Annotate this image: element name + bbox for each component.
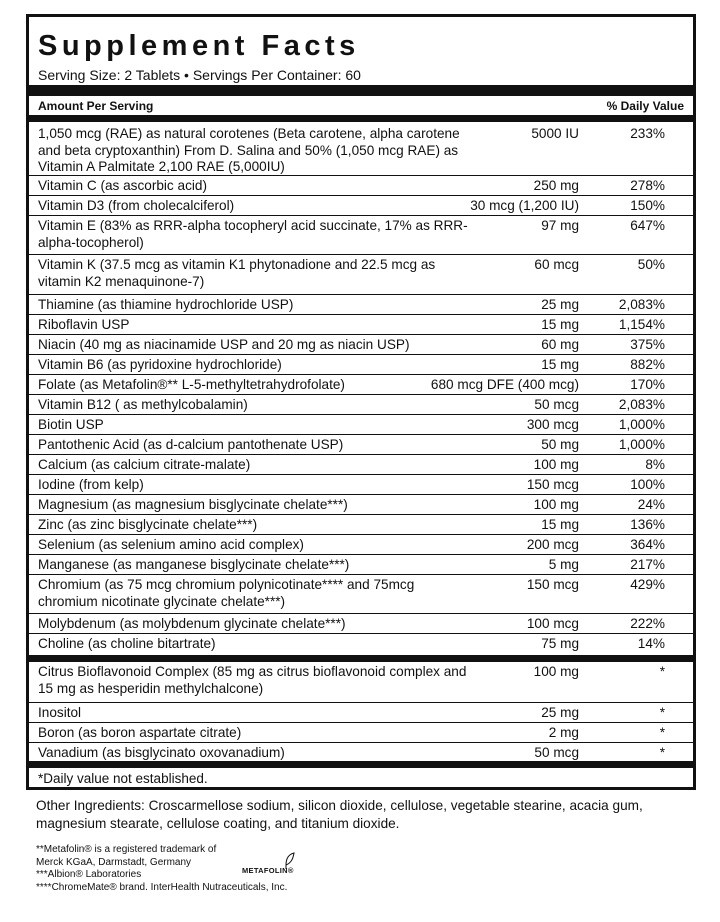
nutrient-row — [29, 474, 693, 495]
nutrient-daily-value: * — [659, 725, 665, 740]
bottom-thick-bar — [29, 761, 693, 768]
nutrient-row — [29, 742, 693, 762]
nutrient-amount: 60 mg — [541, 337, 579, 352]
nutrient-row — [29, 124, 693, 175]
nutrient-name: Pantothenic Acid (as d-calcium pantothenate USP) — [38, 437, 344, 452]
serving-info: Serving Size: 2 Tablets • Servings Per Container: 60 — [38, 67, 361, 83]
nutrient-name: Boron (as boron aspartate citrate) — [38, 725, 242, 740]
nutrient-amount: 100 mcg — [526, 616, 579, 631]
amount-per-serving-label: Amount Per Serving — [38, 99, 154, 113]
nutrient-daily-value: 100% — [630, 477, 665, 492]
nutrient-daily-value: 150% — [630, 198, 665, 213]
nutrient-amount: 100 mg — [533, 664, 579, 679]
nutrient-daily-value: 50% — [637, 257, 665, 272]
nutrient-daily-value: 170% — [630, 377, 665, 392]
nutrient-daily-value: * — [659, 664, 665, 679]
nutrient-name: Molybdenum (as molybdenum glycinate chelate***) — [38, 616, 346, 631]
nutrient-amount: 200 mcg — [526, 537, 579, 552]
nutrient-daily-value: 1,000% — [618, 437, 665, 452]
metafolin-logo-text: METAFOLIN® — [242, 866, 294, 875]
nutrient-amount: 25 mg — [541, 297, 579, 312]
nutrient-row — [29, 334, 693, 355]
nutrient-amount: 150 mcg — [526, 477, 579, 492]
nutrient-name: Riboflavin USP — [38, 317, 130, 332]
nutrient-name: Citrus Bioflavonoid Complex (85 mg as citrus bioflavonoid complex and 15 mg as hesperidin methylchalcone) — [38, 664, 467, 696]
nutrient-row — [29, 215, 693, 255]
nutrient-name: Vitamin B6 (as pyridoxine hydrochloride) — [38, 357, 282, 372]
nutrient-daily-value: 136% — [630, 517, 665, 532]
nutrient-daily-value: 429% — [630, 577, 665, 592]
nutrient-daily-value: 882% — [630, 357, 665, 372]
nutrient-amount: 300 mcg — [526, 417, 579, 432]
nutrient-row — [29, 434, 693, 455]
nutrient-amount: 60 mcg — [534, 257, 579, 272]
nutrient-amount: 100 mg — [533, 457, 579, 472]
nutrient-row — [29, 554, 693, 575]
nutrient-amount: 5000 IU — [531, 126, 579, 141]
nutrient-amount: 5 mg — [548, 557, 579, 572]
nutrient-amount: 30 mcg (1,200 IU) — [470, 198, 579, 213]
nutrient-name: Zinc (as zinc bisglycinate chelate***) — [38, 517, 258, 532]
nutrient-name: Iodine (from kelp) — [38, 477, 144, 492]
nutrient-amount: 15 mg — [541, 317, 579, 332]
trademark-line: ****ChromeMate® brand. InterHealth Nutraceuticals, Inc. — [36, 881, 288, 893]
nutrient-row — [29, 534, 693, 555]
nutrient-row — [29, 394, 693, 415]
nutrient-amount: 25 mg — [541, 705, 579, 720]
nutrient-amount: 150 mcg — [526, 577, 579, 592]
nutrient-row — [29, 613, 693, 634]
nutrient-name: Niacin (40 mg as niacinamide USP and 20 mg as niacin USP) — [38, 337, 410, 352]
nutrient-row — [29, 414, 693, 435]
nutrient-row — [29, 633, 693, 656]
nutrient-name: Chromium (as 75 mcg chromium polynicotinate**** and 75mcg chromium nicotinate glycinate chelate***) — [38, 577, 415, 609]
nutrient-name: Vitamin C (as ascorbic acid) — [38, 178, 207, 193]
footnote: *Daily value not established. — [38, 771, 208, 786]
header-bar — [29, 115, 693, 122]
nutrient-row — [29, 722, 693, 743]
daily-value-label: % Daily Value — [606, 99, 684, 113]
nutrient-row — [29, 514, 693, 535]
nutrient-row — [29, 454, 693, 475]
nutrient-name: Manganese (as manganese bisglycinate chelate***) — [38, 557, 350, 572]
nutrient-row — [29, 702, 693, 723]
nutrient-daily-value: 278% — [630, 178, 665, 193]
nutrient-daily-value: 647% — [630, 218, 665, 233]
nutrient-daily-value: 1,000% — [618, 417, 665, 432]
nutrient-daily-value: 222% — [630, 616, 665, 631]
nutrient-row — [29, 662, 693, 702]
top-thick-bar — [29, 85, 693, 96]
nutrient-name: Vitamin D3 (from cholecalciferol) — [38, 198, 235, 213]
nutrient-row — [29, 374, 693, 395]
trademark-line: Merck KGaA, Darmstadt, Germany — [36, 856, 192, 868]
nutrient-row — [29, 574, 693, 614]
nutrient-name: Selenium (as selenium amino acid complex) — [38, 537, 304, 552]
nutrient-amount: 97 mg — [541, 218, 579, 233]
nutrient-name: Magnesium (as magnesium bisglycinate chelate***) — [38, 497, 348, 512]
nutrient-row — [29, 254, 693, 295]
nutrient-row — [29, 294, 693, 315]
nutrient-amount: 50 mg — [541, 437, 579, 452]
nutrient-daily-value: 8% — [645, 457, 665, 472]
nutrient-name: Vitamin E (83% as RRR-alpha tocopheryl acid succinate, 17% as RRR-alpha-tocopherol) — [38, 218, 468, 250]
nutrient-amount: 250 mg — [533, 178, 579, 193]
nutrient-row — [29, 314, 693, 335]
supplement-facts-panel — [26, 14, 696, 790]
nutrient-daily-value: 375% — [630, 337, 665, 352]
nutrient-name: Folate (as Metafolin®** L-5-methyltetrahydrofolate) — [38, 377, 345, 392]
nutrient-row — [29, 494, 693, 515]
nutrient-amount: 50 mcg — [534, 397, 579, 412]
nutrient-daily-value: * — [659, 745, 665, 760]
metafolin-logo — [242, 851, 296, 875]
nutrient-daily-value: 1,154% — [618, 317, 665, 332]
panel-title: Supplement Facts — [38, 30, 360, 62]
nutrient-daily-value: 364% — [630, 537, 665, 552]
nutrient-row — [29, 354, 693, 375]
nutrient-name: Choline (as choline bitartrate) — [38, 636, 216, 651]
nutrient-daily-value: 233% — [630, 126, 665, 141]
nutrient-amount: 50 mcg — [534, 745, 579, 760]
nutrient-daily-value: 217% — [630, 557, 665, 572]
nutrient-row — [29, 195, 693, 216]
nutrient-amount: 15 mg — [541, 517, 579, 532]
mid-thick-bar — [29, 655, 693, 662]
trademark-line: ***Albion® Laboratories — [36, 869, 142, 881]
trademark-line: **Metafolin® is a registered trademark of — [36, 844, 217, 855]
nutrient-amount: 680 mcg DFE (400 mcg) — [430, 377, 579, 392]
nutrient-row — [29, 175, 693, 196]
nutrient-name: Biotin USP — [38, 417, 104, 432]
nutrient-daily-value: 24% — [637, 497, 665, 512]
nutrient-amount: 15 mg — [541, 357, 579, 372]
column-header — [38, 97, 684, 115]
nutrient-amount: 100 mg — [533, 497, 579, 512]
nutrient-amount: 2 mg — [548, 725, 579, 740]
nutrient-daily-value: 14% — [637, 636, 665, 651]
nutrient-name: Vitamin K (37.5 mcg as vitamin K1 phytonadione and 22.5 mcg as vitamin K2 menaquinone-7) — [38, 257, 436, 289]
nutrient-name: Inositol — [38, 705, 82, 720]
nutrient-name: Vanadium (as bisglycinato oxovanadium) — [38, 745, 285, 760]
nutrient-name: Vitamin B12 ( as methylcobalamin) — [38, 397, 248, 412]
nutrient-name: Thiamine (as thiamine hydrochloride USP) — [38, 297, 294, 312]
nutrient-amount: 75 mg — [541, 636, 579, 651]
nutrient-name: Calcium (as calcium citrate-malate) — [38, 457, 251, 472]
nutrient-daily-value: 2,083% — [618, 297, 665, 312]
nutrient-daily-value: * — [659, 705, 665, 720]
other-ingredients: Other Ingredients: Croscarmellose sodium, silicon dioxide, cellulose, vegetable stearine, acacia gum, magnesium stearate, cellulose coating, and titanium dioxide. — [36, 798, 643, 831]
nutrient-name: 1,050 mcg (RAE) as natural corotenes (Beta carotene, alpha carotene and beta cryptoxanthin) From D. Salina and 50% (1,050 mcg RAE) as Vitamin A Palmitate 2,100 RAE (5,000IU) — [38, 126, 460, 174]
nutrient-daily-value: 2,083% — [618, 397, 665, 412]
